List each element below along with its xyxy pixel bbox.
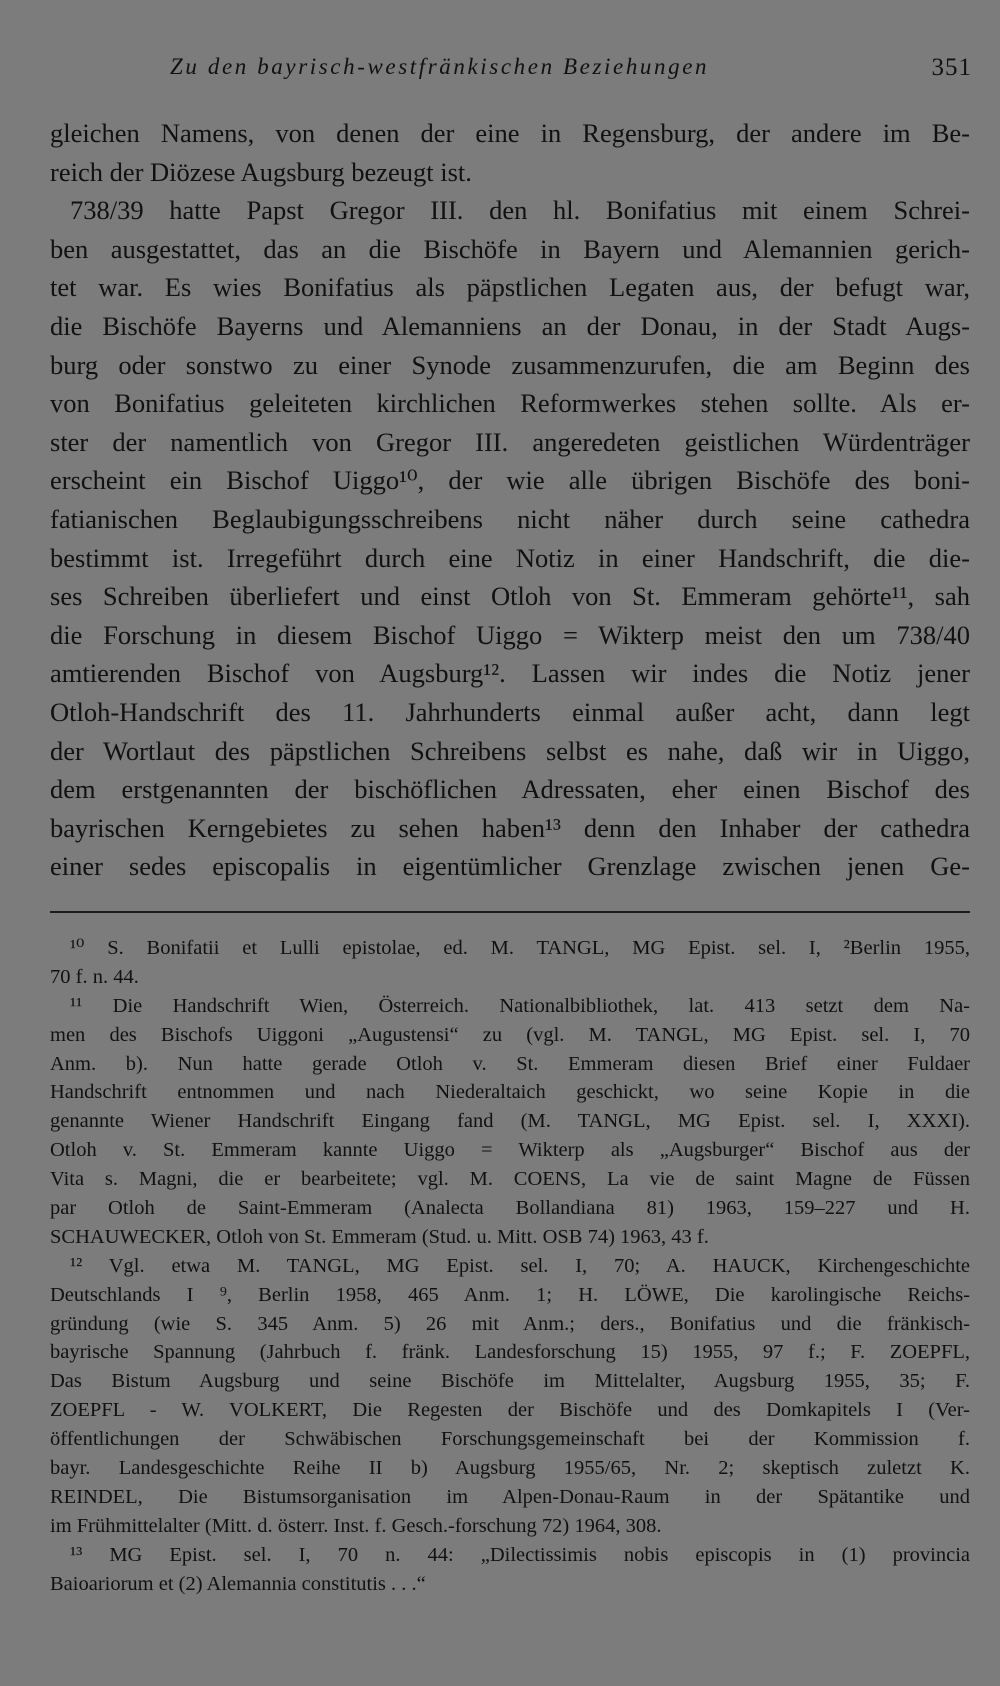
footnote-line: ¹³ MG Epist. sel. I, 70 n. 44: „Dilectissimis nobis episcopis in (1) provincia (70, 1543, 970, 1566)
body-line: tet war. Es wies Bonifatius als päpstlichen Legaten aus, der befugt war, (50, 272, 970, 303)
body-line: burg oder sonstwo zu einer Synode zusammenzurufen, die am Beginn des (50, 349, 970, 380)
body-line: von Bonifatius geleiteten kirchlichen Reformwerkes stehen sollte. Als er- (50, 388, 970, 419)
footnote-line: öffentlichungen der Schwäbischen Forschungsgemeinschaft bei der Kommission f. (50, 1428, 970, 1451)
footnote-line: ¹⁰ S. Bonifatii et Lulli epistolae, ed. M. TANGL, MG Epist. sel. I, ²Berlin 1955, (70, 937, 970, 959)
footnote-line: Deutschlands I ⁹, Berlin 1958, 465 Anm. 1; H. LÖWE, Die karolingische Reichs- (50, 1283, 970, 1306)
body-line: amtierenden Bischof von Augsburg¹². Lassen wir indes die Notiz jener (50, 658, 970, 689)
body-line: die Bischöfe Bayerns und Alemanniens an der Donau, in der Stadt Augs- (50, 310, 970, 341)
body-line: dem erstgenannten der bischöflichen Adressaten, eher einen Bischof des (50, 774, 970, 805)
footnote-line: Handschrift entnommen und nach Niederaltaich geschickt, wo seine Kopie in die (50, 1081, 970, 1104)
body-line: der Wortlaut des päpstlichen Schreibens selbst es nahe, daß wir in Uiggo, (50, 735, 970, 766)
footnote-line: ¹¹ Die Handschrift Wien, Österreich. Nationalbibliothek, lat. 413 setzt dem Na- (70, 994, 970, 1017)
footnote-line: im Frühmittelalter (Mitt. d. österr. Inst. f. Gesch.-forschung 72) 1964, 308. (50, 1514, 662, 1537)
footnote-line: bayrische Spannung (Jahrbuch f. fränk. Landesforschung 15) 1955, 97 f.; F. ZOEPFL, (50, 1341, 970, 1364)
footnotes (50, 934, 970, 1598)
body-line: ben ausgestattet, das an die Bischöfe in Bayern und Alemannien gerich- (50, 233, 970, 264)
body-line: fatianischen Beglaubigungsschreibens nicht näher durch seine cathedra (50, 503, 970, 534)
footnote-line: gründung (wie S. 345 Anm. 5) 26 mit Anm.; ders., Bonifatius und die fränkisch- (50, 1312, 970, 1335)
body-line: bestimmt ist. Irregeführt durch eine Notiz in einer Handschrift, die die- (50, 542, 970, 573)
body-line: 738/39 hatte Papst Gregor III. den hl. Bonifatius mit einem Schrei- (70, 195, 970, 226)
body-line: die Forschung in diesem Bischof Uiggo = Wikterp meist den um 738/40 (50, 619, 970, 650)
body-line: erscheint ein Bischof Uiggo¹⁰, der wie alle übrigen Bischöfe des boni- (50, 465, 970, 496)
footnote-line: par Otloh de Saint-Emmeram (Analecta Bollandiana 81) 1963, 159–227 und H. (50, 1197, 970, 1220)
body-line: ses Schreiben überliefert und einst Otloh von St. Emmeram gehörte¹¹, sah (50, 581, 970, 612)
footnote-line: men des Bischofs Uiggoni „Augustensi“ zu (vgl. M. TANGL, MG Epist. sel. I, 70 (50, 1023, 970, 1046)
footnote-line: Otloh v. St. Emmeram kannte Uiggo = Wikterp als „Augsburger“ Bischof aus der (50, 1139, 970, 1162)
body-line: Otloh-Handschrift des 11. Jahrhunderts einmal außer acht, dann legt (50, 696, 970, 727)
footnote-line: genannte Wiener Handschrift Eingang fand (M. TANGL, MG Epist. sel. I, XXXI). (50, 1110, 970, 1133)
page-number: 351 (931, 54, 972, 81)
footnote-line: ¹² Vgl. etwa M. TANGL, MG Epist. sel. I, 70; A. HAUCK, Kirchengeschichte (70, 1254, 970, 1277)
body-line: bayrischen Kerngebietes zu sehen haben¹³ denn den Inhaber der cathedra (50, 812, 970, 843)
body-line: einer sedes episcopalis in eigentümlicher Grenzlage zwischen jenen Ge- (50, 851, 970, 882)
footnote-line: Anm. b). Nun hatte gerade Otloh v. St. Emmeram diesen Brief einer Fuldaer (50, 1052, 970, 1075)
running-head (52, 50, 972, 90)
body-line: ster der namentlich von Gregor III. angeredeten geistlichen Würdenträger (50, 426, 970, 457)
running-title: Zu den bayrisch-westfränkischen Beziehungen (170, 54, 710, 79)
body-text (50, 114, 970, 886)
footnote-divider (50, 911, 970, 913)
footnote-line: SCHAUWECKER, Otloh von St. Emmeram (Stud. u. Mitt. OSB 74) 1963, 43 f. (50, 1225, 709, 1248)
footnote-line: bayr. Landesgeschichte Reihe II b) Augsburg 1955/65, Nr. 2; skeptisch zuletzt K. (50, 1457, 970, 1480)
footnote-line: Baioariorum et (2) Alemannia constitutis . . .“ (50, 1572, 426, 1595)
footnote-line: 70 f. n. 44. (50, 965, 139, 988)
footnote-line: ZOEPFL - W. VOLKERT, Die Regesten der Bischöfe und des Domkapitels I (Ver- (50, 1399, 970, 1422)
footnote-line: Vita s. Magni, die er bearbeitete; vgl. M. COENS, La vie de saint Magne de Füssen (50, 1168, 970, 1191)
footnote-line: Das Bistum Augsburg und seine Bischöfe im Mittelalter, Augsburg 1955, 35; F. (50, 1370, 970, 1393)
body-line: reich der Diözese Augsburg bezeugt ist. (50, 156, 472, 187)
footnote-line: REINDEL, Die Bistumsorganisation im Alpen-Donau-Raum in der Spätantike und (50, 1485, 970, 1508)
body-line: gleichen Namens, von denen der eine in Regensburg, der andere im Be- (50, 118, 970, 148)
